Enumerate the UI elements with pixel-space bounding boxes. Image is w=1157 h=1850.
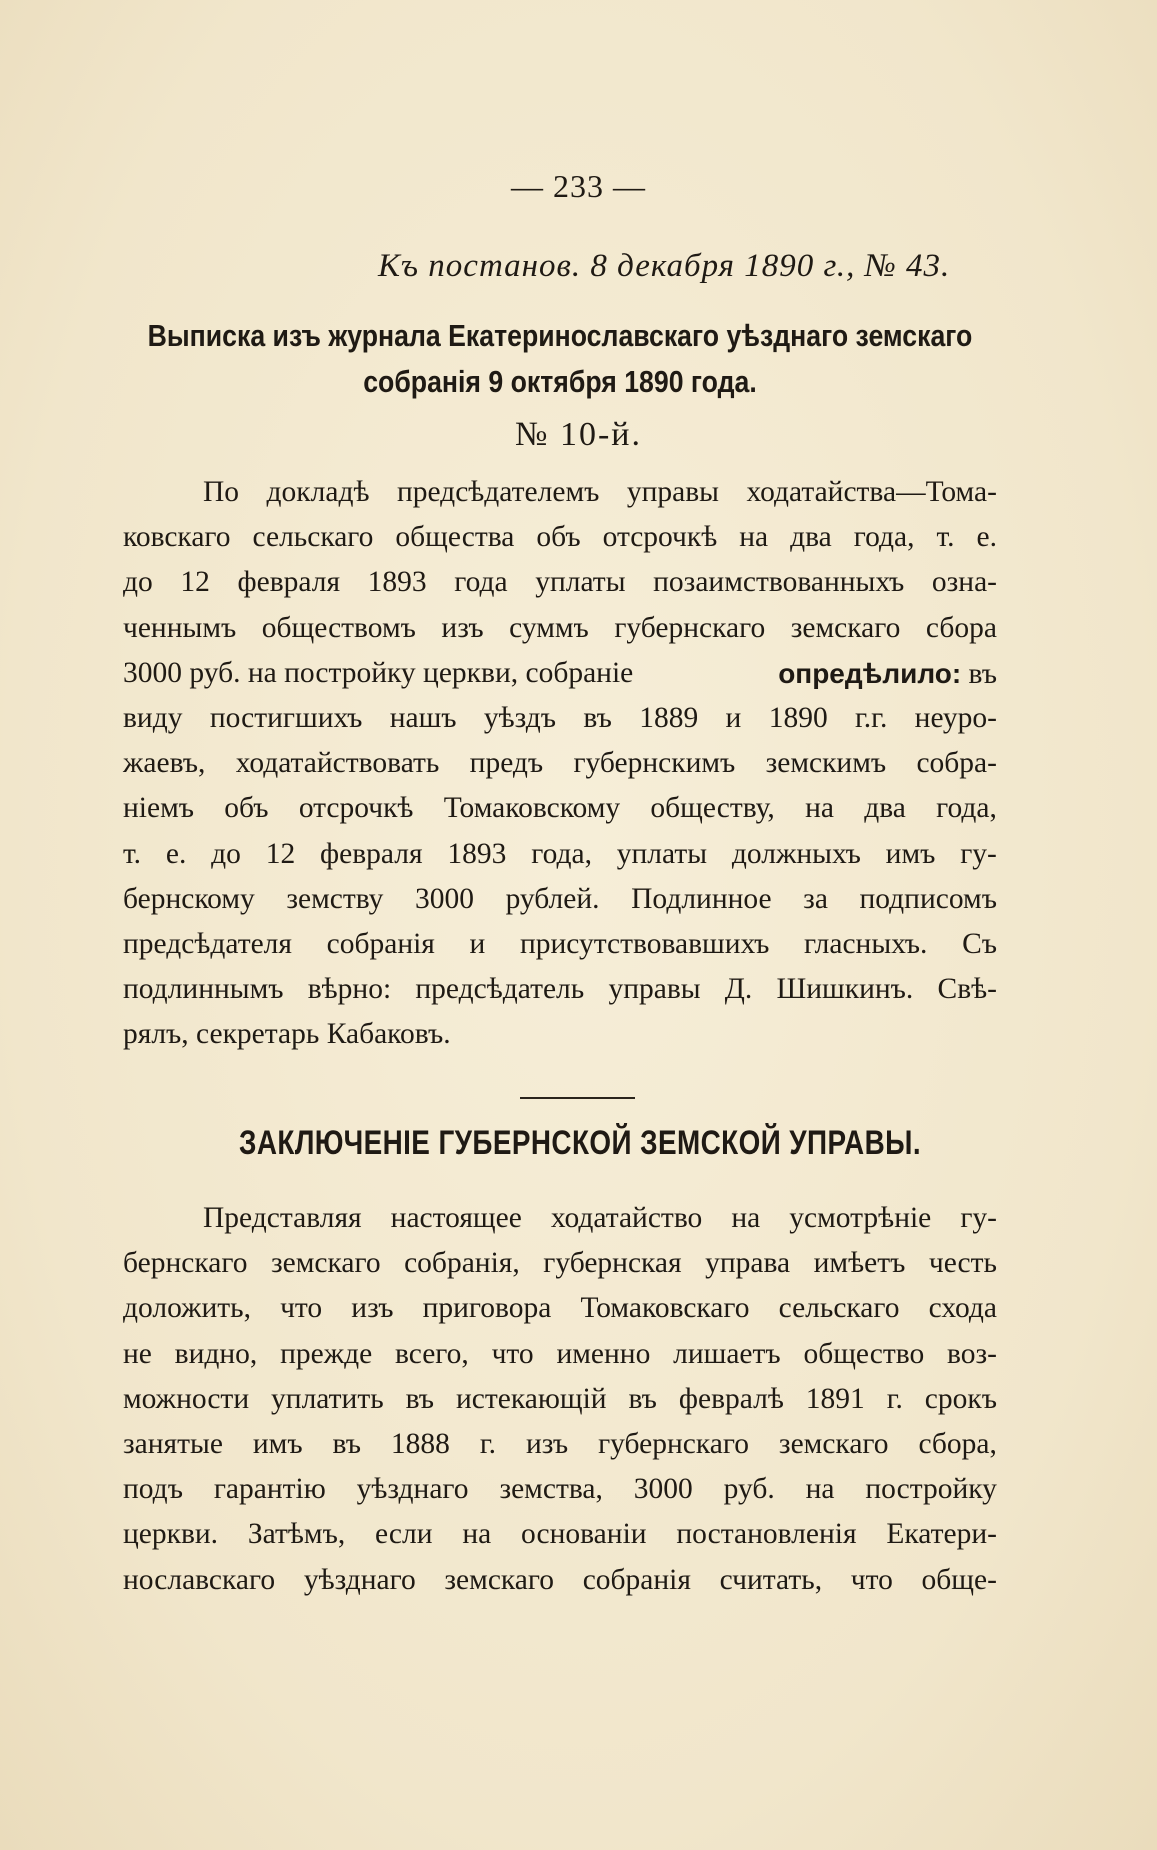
paragraph-2 (123, 1196, 997, 1603)
paragraph-line: 3000 руб. на постройку церкви, собраніе опредѣлило: въ (123, 656, 997, 690)
paragraph-line: церкви. Затѣмъ, если на основаніи постановленія Екатери- (123, 1518, 997, 1551)
heading-line-1: Выписка изъ журнала Екатеринославскаго уѣзднаго земскаго (147, 318, 973, 353)
paragraph-line: предсѣдателя собранія и присутствовавшихъ гласныхъ. Съ (123, 927, 997, 960)
paragraph-line: до 12 февраля 1893 года уплаты позаимствованныхъ озна- (123, 566, 997, 599)
paragraph-line: подлиннымъ вѣрно: предсѣдатель управы Д. Шишкинъ. Свѣ- (123, 973, 997, 1006)
paragraph-line: виду постигшихъ нашъ уѣздъ въ 1889 и 1890 г.г. неуро- (123, 701, 997, 734)
paragraph-line: ковскаго сельскаго общества объ отсрочкѣ на два года, т. е. (123, 521, 997, 554)
paragraph-line: Представляя настоящее ходатайство на усмотрѣніе гу- (203, 1202, 997, 1234)
paragraph-line: не видно, прежде всего, что именно лишаетъ общество воз- (123, 1337, 997, 1370)
paragraph-line: ніемъ объ отсрочкѣ Томаковскому обществу, на два года, (123, 792, 997, 825)
paragraph-line: нославскаго уѣзднаго земскаго собранія считать, что обще- (123, 1563, 997, 1596)
decision-word: опредѣлило: (778, 657, 962, 689)
section-title: ЗАКЛЮЧЕНІЕ ГУБЕРНСКОЙ ЗЕМСКОЙ УПРАВЫ. (238, 1124, 922, 1162)
paragraph-line: доложить, что изъ приговора Томаковскаго сельскаго схода (123, 1292, 997, 1325)
paragraph-line: бернскаго земскаго собранія, губернская управа имѣетъ честь (123, 1247, 997, 1280)
paragraph-line: жаевъ, ходатайствовать предъ губернскимъ земскимъ собра- (123, 747, 997, 780)
paragraph-1 (123, 470, 997, 1057)
page-number: — 233 — (511, 168, 646, 204)
paragraph-line: По докладѣ предсѣдателемъ управы ходатайства—Тома- (203, 476, 997, 508)
document-number: № 10-й. (515, 416, 642, 453)
paragraph-line: рялъ, секретарь Кабаковъ. (123, 1018, 451, 1051)
paragraph-line: занятые имъ въ 1888 г. изъ губернскаго земскаго сбора, (123, 1427, 997, 1460)
paragraph-line: бернскому земству 3000 рублей. Подлинное за подписомъ (123, 882, 997, 915)
resolution-reference: Къ постанов. 8 декабря 1890 г., № 43. (378, 248, 951, 284)
paragraph-line: подъ гарантію уѣзднаго земства, 3000 руб. на постройку (123, 1473, 997, 1506)
paragraph-line: ченнымъ обществомъ изъ суммъ губернскаго земскаго сбора (123, 611, 997, 644)
section-divider (520, 1097, 635, 1099)
paragraph-line: т. е. до 12 февраля 1893 года, уплаты должныхъ имъ гу- (123, 837, 997, 870)
heading-line-2: собранія 9 октября 1890 года. (363, 364, 757, 399)
paragraph-line: можности уплатить въ истекающій въ февралѣ 1891 г. срокъ (123, 1382, 997, 1415)
